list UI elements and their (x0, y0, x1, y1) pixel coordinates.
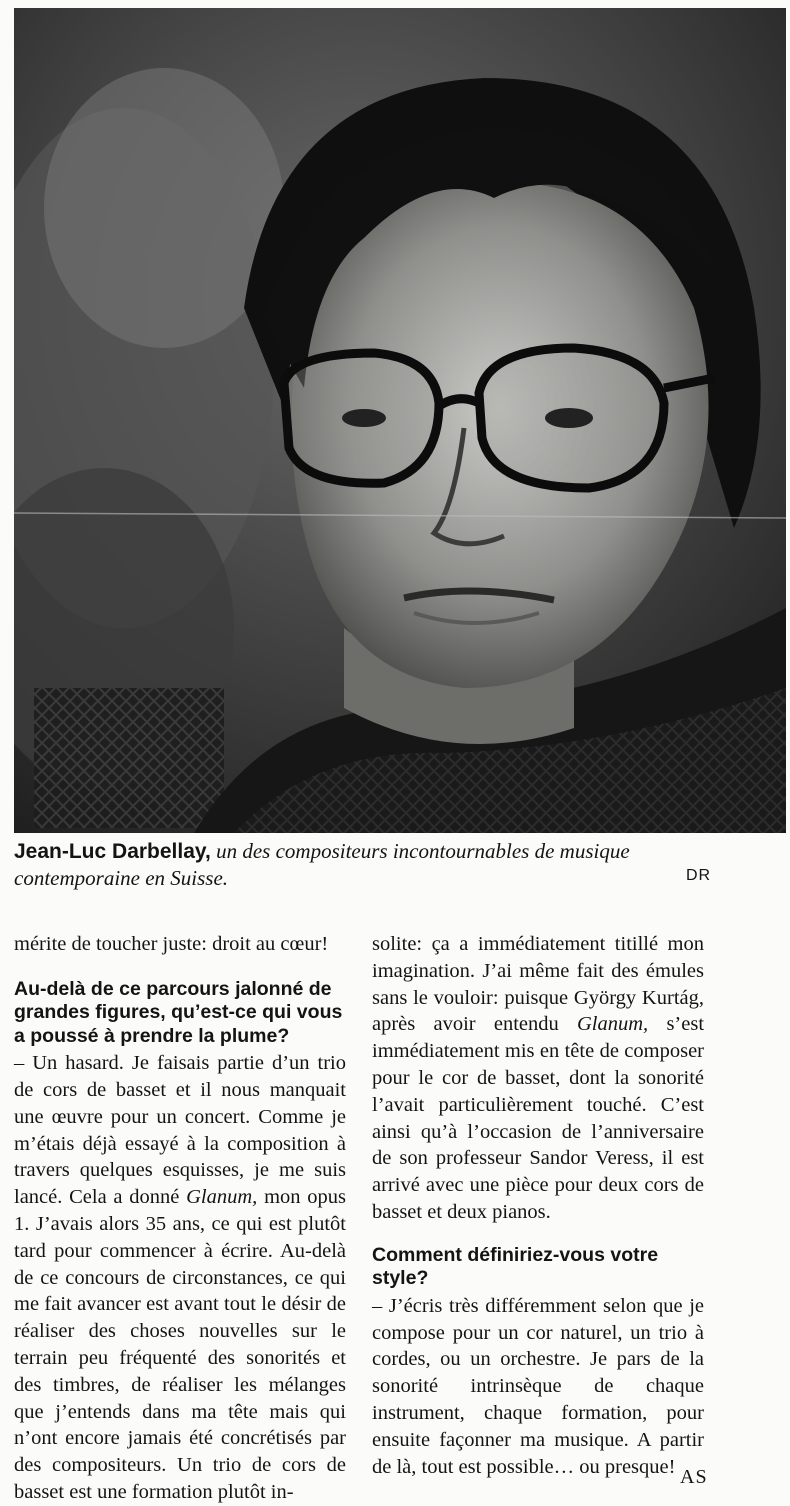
photo-credit: DR (686, 867, 712, 884)
caption-description: un des compositeurs incontournables de musique contemporaine en Suisse. (14, 839, 630, 890)
portrait-photo (14, 8, 786, 833)
answer-1-part-1: – Un hasard. Je faisais partie d’un trio de cors de basset et il nous manquait une œuvre pour un concert. Comme je m’étais déjà essayé à la composition à travers quelques esquisses, je me suis lancé. Cela a donné (14, 1052, 346, 1209)
interview-question-2: Comment définiriez-vous votre style? (372, 1243, 659, 1290)
caption-name: Jean-Luc Darbellay, (14, 840, 211, 863)
continuation-part-1: solite: ça a immédiatement titillé mon imagination. J’ai même fait des émules sans le vouloir: puisque György Kurtág, après avoir entendu (372, 933, 704, 1036)
author-signature: AS (680, 1466, 708, 1488)
interview-answer-1 (14, 1050, 346, 1506)
portrait-illustration (14, 8, 786, 833)
photo-caption (14, 838, 704, 892)
interview-answer-2: – J’écris très différemment selon que je compose pour un cor naturel, un trio à cordes, ou un orchestre. Je pars de la sonorité intrinsèque de chaque instrument, chaque formation, pour ensuite façonner ma musique. A partir de là, tout est possible… ou presque! (372, 1294, 704, 1478)
left-column (14, 931, 346, 1506)
continuation-part-2: s’est immédiatement mis en tête de composer pour le cor de basset, dont la sonorité l’avait particulièrement touché. C’est ainsi qu’à l’occasion de l’anniversaire de son professeur Sandor Veress, il est arrivé avec une pièce pour deux cors de basset et deux pianos. (372, 1013, 705, 1223)
continuation-title: Glanum, (577, 1013, 649, 1036)
right-column (372, 931, 704, 1480)
intro-text: mérite de toucher juste: droit au cœur! (14, 933, 329, 955)
answer-1-part-2: mon opus 1. J’avais alors 35 ans, ce qui est plutôt tard pour commencer à écrire. Au-delà de ce concours de circonstances, ce qui me fait avancer est avant tout le désir de réaliser des choses nouvelles sur le terrain peu fréquenté des sonorités et des timbres, de réaliser les mélanges que j’entends dans ma tête mais qui n’ont encore jamais été concrétisés par des compositeurs. Un trio de cors de basset est une formation plutôt in- (14, 1186, 346, 1504)
continuation-text (372, 931, 704, 1226)
answer-1-title: Glanum, (186, 1186, 258, 1209)
interview-question-1: Au-delà de ce parcours jalonné de grandes figures, qu’est-ce qui vous a poussé à prendre la plume? (14, 977, 343, 1047)
